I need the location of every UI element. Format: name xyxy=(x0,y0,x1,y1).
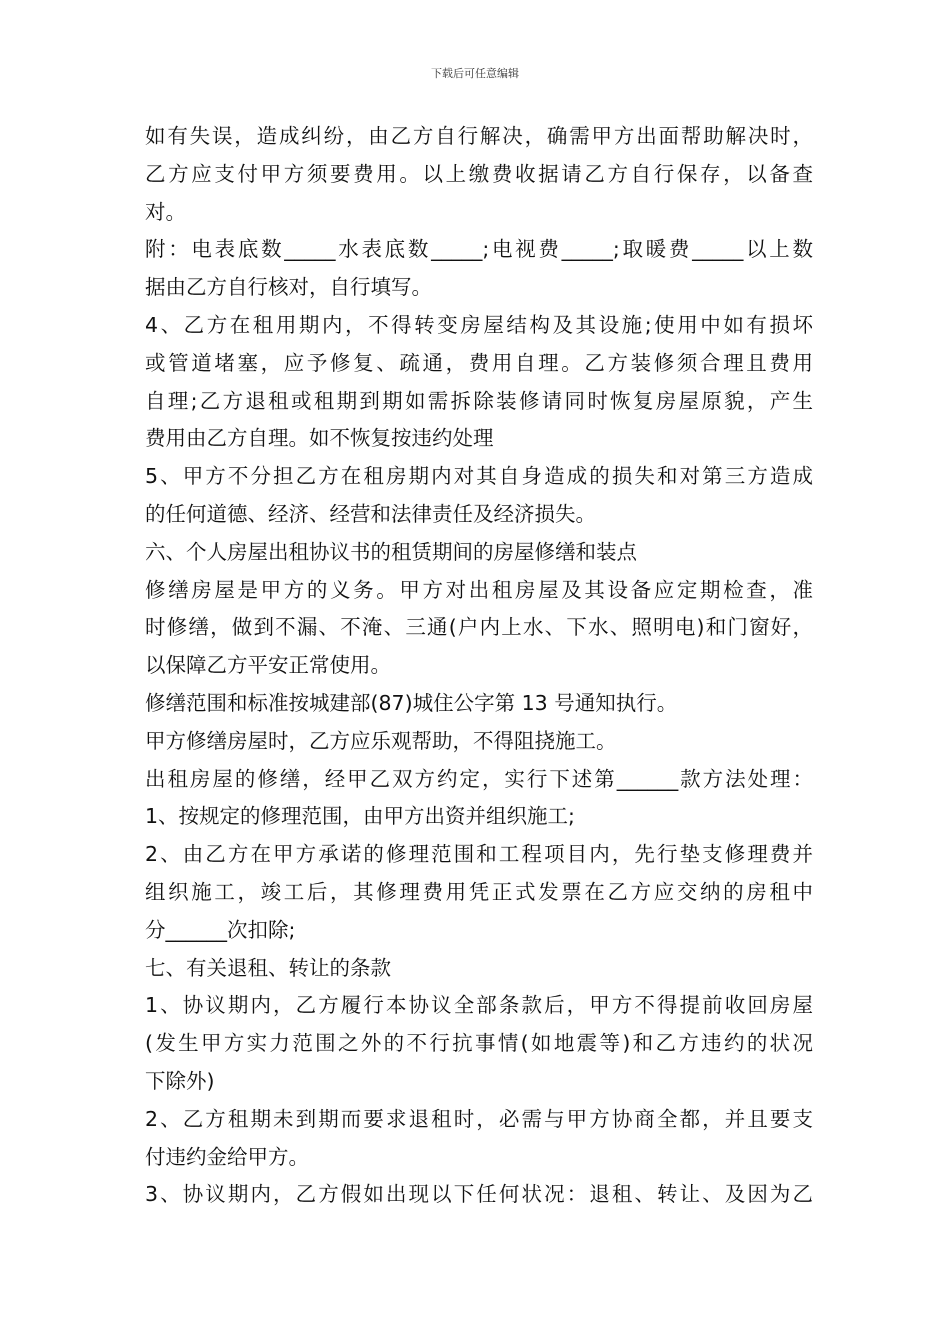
text-line: (发生甲方实力范围之外的不行抗事情(如地震等)和乙方违约的状况 xyxy=(145,1031,813,1056)
text-line: 乙方应支付甲方须要费用。以上缴费收据请乙方自行保存，以备查 xyxy=(145,161,813,186)
text-line: 对。 xyxy=(145,199,186,224)
text-line: 六、个人房屋出租协议书的租赁期间的房屋修缮和装点 xyxy=(145,539,637,564)
text-line: 时修缮，做到不漏、不淹、三通(户内上水、下水、照明电)和门窗好， xyxy=(145,615,813,640)
text-line: 1、按规定的修理范围，由甲方出资并组织施工; xyxy=(145,804,575,829)
text-line: 2、乙方租期未到期而要求退租时，必需与甲方协商全都，并且要支 xyxy=(145,1106,813,1131)
text-line: 分______次扣除; xyxy=(145,917,296,942)
text-line: 修缮房屋是甲方的义务。甲方对出租房屋及其设备应定期检查，准 xyxy=(145,577,813,602)
text-line: 4、乙方在租用期内，不得转变房屋结构及其设施;使用中如有损坏 xyxy=(145,312,813,337)
text-line: 下除外) xyxy=(145,1068,215,1093)
text-line: 1、协议期内，乙方履行本协议全部条款后，甲方不得提前收回房屋 xyxy=(145,993,813,1018)
text-line: 5、甲方不分担乙方在租房期内对其自身造成的损失和对第三方造成 xyxy=(145,464,813,489)
page-header: 下载后可任意编辑 xyxy=(431,67,519,80)
text-line: 付违约金给甲方。 xyxy=(145,1144,309,1169)
text-line: 2、由乙方在甲方承诺的修理范围和工程项目内，先行垫支修理费并 xyxy=(145,842,813,867)
text-line: 组织施工，竣工后，其修理费用凭正式发票在乙方应交纳的房租中 xyxy=(145,879,813,904)
text-line: 3、协议期内，乙方假如出现以下任何状况：退租、转让、及因为乙 xyxy=(145,1182,813,1207)
text-line: 甲方修缮房屋时，乙方应乐观帮助，不得阻挠施工。 xyxy=(145,728,617,753)
text-line: 七、有关退租、转让的条款 xyxy=(145,955,391,980)
text-line: 修缮范围和标准按城建部(87)城住公字第 13 号通知执行。 xyxy=(145,690,678,715)
text-line: 的任何道德、经济、经营和法律责任及经济损失。 xyxy=(145,501,596,526)
text-line: 据由乙方自行核对，自行填写。 xyxy=(145,275,432,300)
text-line: 或管道堵塞，应予修复、疏通，费用自理。乙方装修须合理且费用 xyxy=(145,350,813,375)
text-line: 出租房屋的修缮，经甲乙双方约定，实行下述第______款方法处理： xyxy=(145,766,813,791)
text-line: 自理;乙方退租或租期到期如需拆除装修请同时恢复房屋原貌，产生 xyxy=(145,388,813,413)
text-line: 附：电表底数_____水表底数_____;电视费_____;取暖费_____以上数 xyxy=(145,237,813,262)
text-line: 费用由乙方自理。如不恢复按违约处理 xyxy=(145,426,494,451)
text-line: 如有失误，造成纠纷，由乙方自行解决，确需甲方出面帮助解决时， xyxy=(145,124,813,148)
text-line: 以保障乙方平安正常使用。 xyxy=(145,653,391,678)
document-body xyxy=(145,118,813,1214)
